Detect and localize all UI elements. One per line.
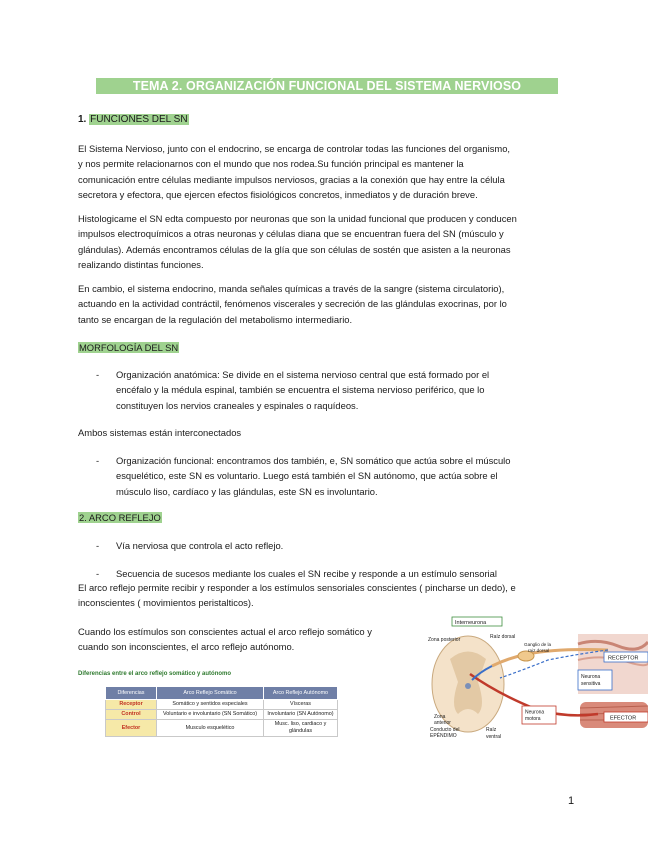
text-line: Organización funcional: encontramos dos también, e, SN somático que actúa sobre el músculo <box>116 455 511 466</box>
label-neurona-sensitiva: sensitiva <box>581 681 601 687</box>
text-line: actuando en la actividad contráctil, fenómenos viscerales y secreción de las glándulas exocrinas, por lo <box>78 298 507 310</box>
central-canal <box>465 683 471 689</box>
label-receptor: RECEPTOR <box>608 655 639 662</box>
document-title: TEMA 2. ORGANIZACIÓN FUNCIONAL DEL SISTEMA NERVIOSO <box>96 78 558 94</box>
table-row-label: Receptor <box>106 700 157 710</box>
table-title: Diferencias entre el arco reflejo somático y autónomo <box>78 671 232 677</box>
text-line: secretora y efectora, que ejercen efectos fisiológicos concretos, inmediatos y de duración breve. <box>78 188 478 200</box>
text-line: y nos permite relacionarnos con el mundo que nos rodea.Su función principal es mantener la <box>78 158 464 170</box>
text-line: tanto se encargan de la regulación del metabolismo intermediario. <box>78 313 353 325</box>
label-neurona-sensitiva: Neurona <box>581 674 601 680</box>
section1-paragraph-3 <box>78 281 584 327</box>
section2-bullet-2: Secuencia de sucesos mediante los cuales el SN recibe y responde a un estímulo sensorial <box>116 568 497 579</box>
table-cell: Musc. liso, cardiaco y glándulas <box>264 720 338 737</box>
morfologia-between-text: Ambos sistemas están interconectados <box>78 427 242 438</box>
section1-paragraph-2 <box>78 211 584 272</box>
label-zona-posterior: Zona posterior <box>428 637 461 643</box>
bullet-dash: - <box>96 369 100 380</box>
label-ganglio: raiz dorsal <box>528 648 550 653</box>
label-raiz-dorsal: Raíz dorsal <box>490 634 516 640</box>
section2-paragraph-2 <box>78 624 418 655</box>
table-cell: Musculo esquelético <box>157 720 264 737</box>
text-line: músculo liso, cardíaco y las glándulas, este SN es involuntario. <box>116 485 378 497</box>
table-cell: Somático y sentidos especiales <box>157 700 264 710</box>
label-raiz-ventral: ventral <box>486 734 502 740</box>
morfologia-bullet-1 <box>116 367 572 413</box>
label-zona-anterior: Zona <box>434 714 446 720</box>
bullet-dash: - <box>96 568 100 579</box>
text-line: El arco reflejo permite recibir y responder a los estímulos sensoriales conscientes ( pincharse un dedo), e <box>78 582 516 593</box>
text-line: realizando distintas funciones. <box>78 258 204 270</box>
morfologia-heading <box>78 341 179 354</box>
bullet-dash: - <box>96 540 100 551</box>
text-line: esquelético, este SN es voluntario. Luego está también el SN autónomo, que actúa sobre el <box>116 470 498 482</box>
section2-bullet-1: Vía nerviosa que controla el acto reflejo. <box>116 540 284 551</box>
table-cell: Vísceras <box>264 700 338 710</box>
table-header-row <box>106 687 338 700</box>
section1-number: 1. <box>78 114 87 125</box>
section2-paragraph-1 <box>78 580 584 611</box>
text-line: impulsos electroquímicos a otras neuronas y células diana que se encuentran fuera del SN (músculo y <box>78 228 504 240</box>
text-line: Histologicame el SN edta compuesto por neuronas que son la unidad funcional que producen y conducen <box>78 213 517 224</box>
table-row <box>106 700 338 710</box>
table-row <box>106 720 338 737</box>
text-line: glándulas). Además encontramos células de la glía que son células de sostén que asisten a la neuronas <box>78 243 511 255</box>
section2-heading <box>78 511 162 524</box>
bullet-dash: - <box>96 455 100 466</box>
text-line: encéfalo y la médula espinal, también se encuentra el sistema nervioso periférico, que lo <box>116 384 485 396</box>
table-row-label: Efector <box>106 720 157 737</box>
table-cell: Involuntario (SN Autónomo) <box>264 710 338 720</box>
section2-heading-text: 2. ARCO REFLEJO <box>79 512 161 523</box>
text-line: En cambio, el sistema endocrino, manda señales químicas a través de la sangre (sistema circulatorio), <box>78 283 505 294</box>
comparison-table <box>105 686 338 737</box>
reflex-arc-figure <box>428 614 648 744</box>
section1-heading-text: FUNCIONES DEL SN <box>90 114 188 125</box>
label-efector: EFECTOR <box>610 715 637 722</box>
section1-paragraph-1 <box>78 141 584 202</box>
morfologia-bullet-2 <box>116 453 572 499</box>
text-line: El Sistema Nervioso, junto con el endocrino, se encarga de controlar todas las funciones del organismo, <box>78 143 511 154</box>
text-line: comunicación entre células mediante impulsos nerviosos, gracias a la conexión que hay entre la célula <box>78 173 505 185</box>
morfologia-heading-text: MORFOLOGÍA DEL SN <box>79 342 179 353</box>
text-line: inconscientes ( movimientos peristalticos). <box>78 597 254 609</box>
text-line: constituyen los nervios craneales y espinales o raquídeos. <box>116 399 359 411</box>
label-conducto-ependimo: EPÉNDIMO <box>430 733 457 739</box>
section1-heading <box>78 113 189 126</box>
label-interneurona: Interneurona <box>455 620 487 626</box>
label-raiz-ventral: Raíz <box>486 727 497 733</box>
text-line: cuando son inconscientes, el arco reflejo autónomo. <box>78 641 295 653</box>
table-header-cell: Arco Reflejo Somático <box>157 687 264 700</box>
page-number: 1 <box>568 795 575 807</box>
text-line: Cuando los estímulos son conscientes actual el arco reflejo somático y <box>78 626 372 637</box>
table-row-label: Control <box>106 710 157 720</box>
label-zona-anterior: anterior <box>434 720 451 726</box>
table-row <box>106 710 338 720</box>
table-cell: Voluntario e involuntario (SN Somático) <box>157 710 264 720</box>
table-header-cell: Diferencias <box>106 687 157 700</box>
table-header-cell: Arco Reflejo Autónomo <box>264 687 338 700</box>
label-conducto-ependimo: Conducto del <box>430 727 460 733</box>
label-neurona-motora: Neurona <box>525 709 545 716</box>
label-ganglio: Ganglio de la <box>524 642 552 647</box>
label-neurona-motora: motora <box>525 716 541 722</box>
label-box <box>578 670 612 690</box>
text-line: Organización anatómica: Se divide en el sistema nervioso central que está formado por el <box>116 369 490 380</box>
